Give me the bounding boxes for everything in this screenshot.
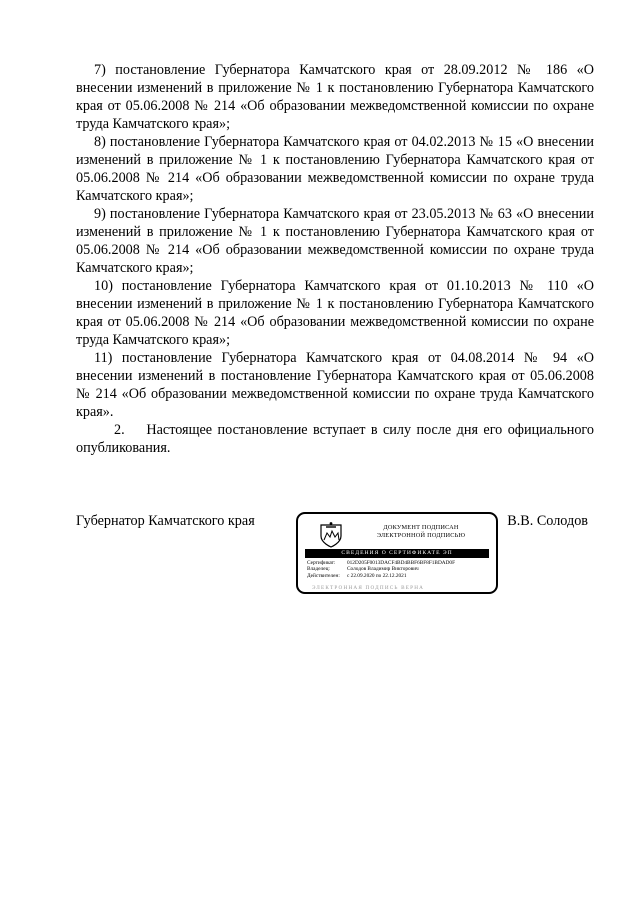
stamp-title-line-1: ДОКУМЕНТ ПОДПИСАН	[383, 524, 459, 531]
owner-value: Солодов Владимир Викторович	[347, 566, 419, 573]
certificate-value: 012D205F0013DACF4BD4BBF6BF8F1BDAD0F	[347, 560, 456, 566]
paragraph-item-11: 11) постановление Губернатора Камчатского края от 04.08.2014 № 94 «О внесении изменений в постановление Губернатора Камчатского края от 05.06.2008 № 214 «Об образовании межведомственной комиссии по охране труда Камчатского края».	[76, 350, 594, 420]
stamp-footer: ЭЛЕКТРОННАЯ ПОДПИСЬ ВЕРНА	[312, 585, 425, 591]
stamp-title	[356, 524, 486, 539]
document-body	[76, 61, 594, 457]
paragraph-item-8: 8) постановление Губернатора Камчатского края от 04.02.2013 № 15 «О внесении изменений в приложение № 1 к постановлению Губернатора Камчатского края от 05.06.2008 № 214 «Об образовании межведомственной комиссии по охране труда Камчатского края»;	[76, 134, 594, 204]
signer-name: В.В. Солодов	[507, 513, 588, 529]
signature-block	[76, 512, 594, 602]
certificate-key: Сертификат:	[307, 560, 336, 566]
owner-key: Владелец:	[307, 566, 330, 573]
validity-value: с 22.09.2020 по 22.12.2021	[347, 572, 407, 579]
certificate-header: СВЕДЕНИЯ О СЕРТИФИКАТЕ ЭП	[305, 549, 489, 558]
stamp-title-line-2: ЭЛЕКТРОННОЙ ПОДПИСЬЮ	[376, 531, 466, 539]
validity-key: Действителен:	[307, 572, 340, 579]
coat-of-arms-icon	[318, 521, 344, 549]
paragraph-item-7: 7) постановление Губернатора Камчатского края от 28.09.2012 № 186 «О внесении изменений в приложение № 1 к постановлению Губернатора Камчатского края от 05.06.2008 № 214 «Об образовании межведомственной комиссии по охране труда Камчатского края»;	[76, 62, 594, 132]
paragraph-effective-date: 2. Настоящее постановление вступает в силу после дня его официального опубликования.	[76, 422, 594, 456]
validity-row	[307, 573, 493, 579]
signer-position: Губернатор Камчатского края	[76, 513, 255, 529]
paragraph-item-9: 9) постановление Губернатора Камчатского края от 23.05.2013 № 63 «О внесении изменений в приложение № 1 к постановлению Губернатора Камчатского края от 05.06.2008 № 214 «Об образовании межведомственной комиссии по охране труда Камчатского края»;	[76, 206, 594, 276]
electronic-signature-stamp	[296, 512, 498, 594]
paragraph-item-10: 10) постановление Губернатора Камчатского края от 01.10.2013 № 110 «О внесении изменений в приложение № 1 к постановлению Губернатора Камчатского края от 05.06.2008 № 214 «Об образовании межведомственной комиссии по охране труда Камчатского края»;	[76, 278, 594, 348]
certificate-details	[307, 560, 493, 579]
